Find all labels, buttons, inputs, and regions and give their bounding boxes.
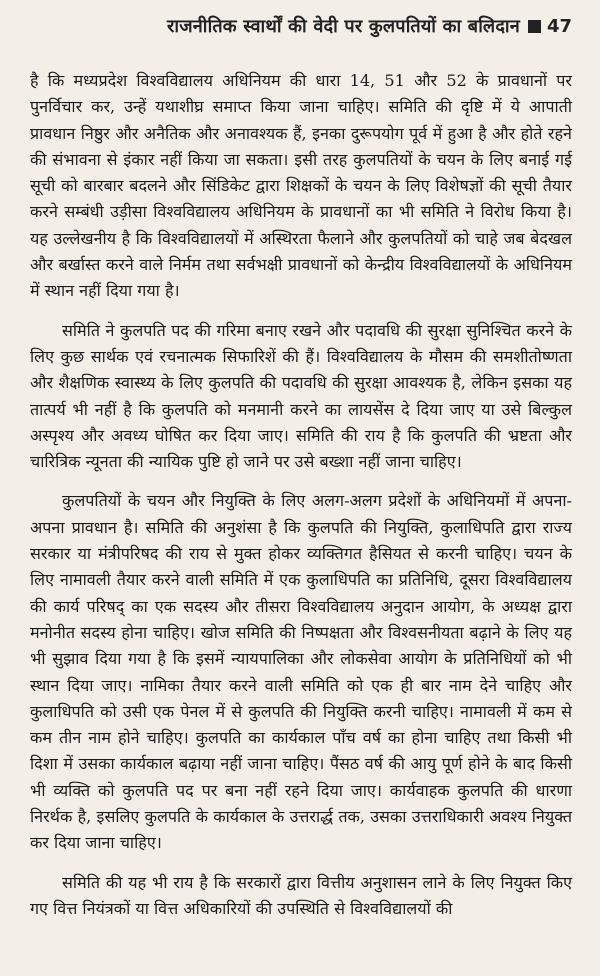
paragraph: है कि मध्यप्रदेश विश्वविद्यालय अधिनियम की धारा 14, 51 और 52 के प्रावधानों पर पुनर्विचार कर, उन्हें यथाशीघ्र समाप्त किया जाना चाहिए। समिति की दृष्टि में ये आपाती प्रावधान निष्ठुर और अनैतिक और अनावश्यक हैं, इनका दुरूपयोग पूर्व में हुआ है और होते रहने की संभावना से इंकार नहीं किया जा सकता। इसी तरह कुलपतियों के चयन के लिए बनाई गई सूची को बारबार बदलने और सिंडिकेट द्वारा शिक्षकों के चयन के लिए विशेषज्ञों की सूची तैयार करने सम्बंधी उड़ीसा विश्वविद्यालय अधिनियम के प्रावधानों का भी समिति ने विरोध किया है। यह उल्लेखनीय है कि विश्वविद्यालयों में अस्थिरता फैलाने और कुलपतियों को चाहे जब बेदखल और बर्खास्त करने वाले निर्मम तथा सर्वभक्षी प्रावधानों को केन्द्रीय विश्वविद्यालयों के अधिनियम में स्थान नहीं दिया गया है। — [30, 71, 572, 301]
chapter-title: राजनीतिक स्वार्थों की वेदी पर कुलपतियों का बलिदान — [167, 16, 520, 37]
paragraph: कुलपतियों के चयन और नियुक्ति के लिए अलग-अलग प्रदेशों के अधिनियमों में अपना-अपना प्रावधान है। समिति की अनुशंसा है कि कुलपति की नियुक्ति, कुलाधिपति द्वारा राज्य सरकार या मंत्रीपरिषद की राय से मुक्त होकर व्यक्तिगत हैसियत से करनी चाहिए। चयन के लिए नामावली तैयार करने वाली समिति में एक कुलाधिपति का प्रतिनिधि, दूसरा विश्वविद्यालय की कार्य परिषद् का एक सदस्य और तीसरा विश्वविद्यालय अनुदान आयोग, के अध्यक्ष द्वारा मनोनीत सदस्य होना चाहिए। खोज समिति की निष्पक्षता और विश्वसनीयता बढ़ाने के लिए यह भी सुझाव दिया गया है कि इसमें न्यायपालिका और लोकसेवा आयोग के प्रतिनिधियों को भी स्थान दिया जाए। नामिका तैयार करने वाली समिति को एक ही बार नाम देने चाहिए और कुलाधिपति को उसी एक पेनल में से कुलपति की नियुक्ति करनी चाहिए। नामावली में कम से कम तीन नाम होने चाहिए। कुलपति का कार्यकाल पाँच वर्ष का होना चाहिए तथा किसी भी दिशा में उसका कार्यकाल बढ़ाया नहीं जाना चाहिए। पैंसठ वर्ष की आयु पूर्ण होने के बाद किसी भी व्यक्ति को कुलपति पद पर बना नहीं रहने दिया जाए। कार्यवाहक कुलपति की धारणा निरर्थक है, इसलिए कुलपति के कार्यकाल के उत्तरार्द्ध तक, उसका उत्तराधिकारी अवश्य नियुक्त कर दिया जाना चाहिए। — [30, 491, 572, 853]
body-text — [30, 68, 572, 922]
page-number: 47 — [546, 16, 572, 37]
paragraph: समिति की यह भी राय है कि सरकारों द्वारा वित्तीय अनुशासन लाने के लिए नियुक्त किए गए वित्त नियंत्रकों या वित्त अधिकारियों की उपस्थिति से विश्वविद्यालयों की — [30, 872, 572, 918]
running-header — [30, 14, 572, 42]
square-bullet-icon — [528, 20, 541, 33]
paragraph: समिति ने कुलपति पद की गरिमा बनाए रखने और पदावधि की सुरक्षा सुनिश्चित करने के लिए कुछ सार्थक एवं रचनात्मक सिफारिशें की हैं। विश्वविद्यालय के मौसम की समशीतोष्णता और शैक्षणिक स्वास्थ्य के लिए कुलपति की पदावधि की सुरक्षा आवश्यक है, लेकिन इसका यह तात्पर्य भी नहीं है कि कुलपति को मनमानी करने का लायसेंस दे दिया जाए या उसे बिल्कुल अस्पृश्य और अवध्य घोषित कर दिया जाए। समिति की राय है कि कुलपति की भ्रष्टता और चारित्रिक न्यूनता की न्यायिक पुष्टि हो जाने पर उसे बख्शा नहीं जाना चाहिए। — [30, 320, 572, 472]
